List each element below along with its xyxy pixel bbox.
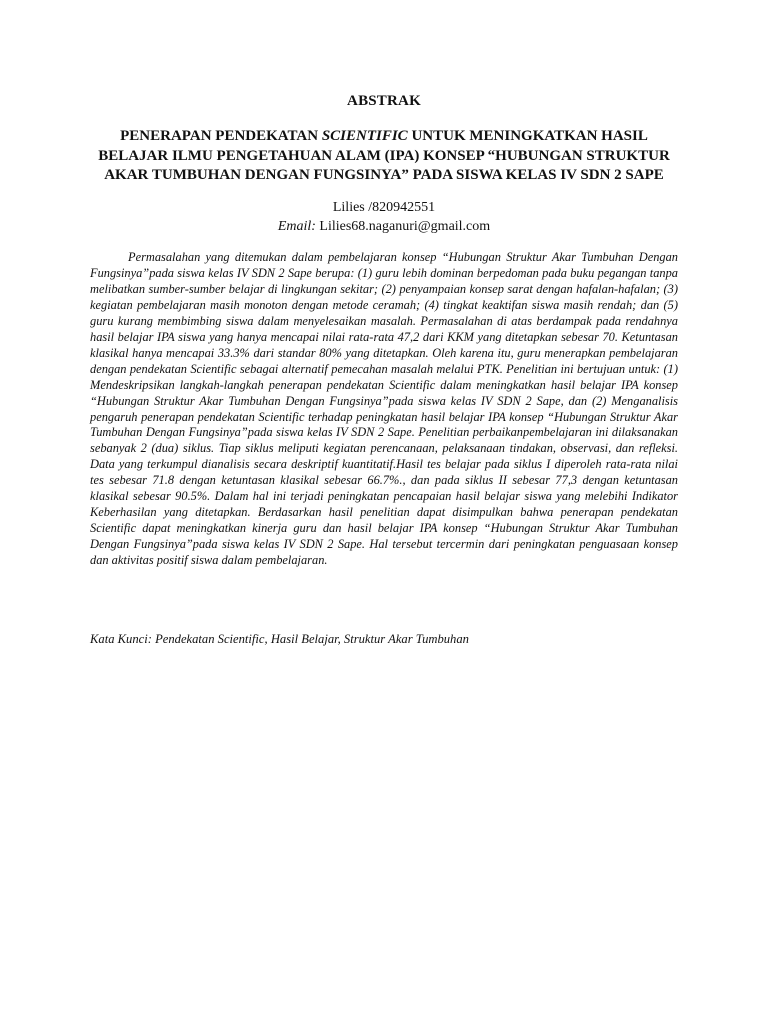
email-address: Lilies68.naganuri@gmail.com <box>315 219 491 234</box>
author-name: Lilies /820942551 <box>332 200 436 215</box>
abstract-heading: ABSTRAK <box>347 93 421 109</box>
title-part-2: UNTUK MENINGKATKAN HASIL BELAJAR ILMU PENGETAHUAN ALAM (IPA) KONSEP “HUBUNGAN STRUKTUR AKAR TUMBUHAN DENGAN FUNGSINYA” PADA SISWA KELAS IV SDN 2 SAPE <box>98 128 670 183</box>
paper-title <box>90 127 678 186</box>
author-block <box>0 198 768 236</box>
keywords: Kata Kunci: Pendekatan Scientific, Hasil Belajar, Struktur Akar Tumbuhan <box>90 632 469 646</box>
email-label: Email: <box>277 219 316 234</box>
title-part-1: PENERAPAN PENDEKATAN <box>120 128 322 144</box>
abstract-body: Permasalahan yang ditemukan dalam pembelajaran konsep “Hubungan Struktur Akar Tumbuhan Dengan Fungsinya”pada siswa kelas IV SDN 2 Sape berupa: (1) guru lebih dominan berpedoman pada buku pegangan tanpa melibatkan sumber-sumber belajar di lingkungan sekitar; (2) penyampaian konsep sarat dengan hafalan-hafalan; (3) kegiatan pembelajaran masih monoton dengan metode ceramah; (4) tingkat keaktifan siswa masih rendah; dan (5) guru kurang membimbing siswa dalam menyelesaikan masalah. Permasalahan di atas berdampak pada rendahnya hasil belajar IPA siswa yang hanya mencapai nilai rata-rata 47,2 dari KKM yang ditetapkan sebesar 70. Ketuntasan klasikal hanya mencapai 33.3% dari standar 80% yang ditetapkan. Oleh karena itu, guru menerapkan pembelajaran dengan pendekatan Scientific sebagai alternatif pemecahan masalah melalui PTK. Penelitian ini bertujuan untuk: (1) Mendeskripsikan langkah-langkah penerapan pendekatan Scientific dalam meningkatkan hasil belajar IPA konsep “Hubungan Struktur Akar Tumbuhan Dengan Fungsinya”pada siswa kelas IV SDN 2 Sape, dan (2) Menganalisis pengaruh penerapan pendekatan Scientific terhadap peningkatan hasil belajar IPA konsep “Hubungan Struktur Akar Tumbuhan Dengan Fungsinya”pada siswa kelas IV SDN 2 Sape. Penelitian perbaikanpembelajaran ini dilaksanakan sebanyak 2 (dua) siklus. Tiap siklus meliputi kegiatan perencanaan, pelaksanaan tindakan, observasi, dan refleksi. Data yang terkumpul dianalisis secara deskriptif kuantitatif.Hasil tes belajar pada siklus I diperoleh rata-rata nilai tes sebesar 71.8 dengan ketuntasan klasikal sebesar 66.7%., dan pada siklus II sebesar 77,3 dengan ketuntasan klasikal sebesar 90.5%. Dalam hal ini terjadi peningkatan pencapaian hasil belajar siswa yang melebihi Indikator Keberhasilan yang ditetapkan. Berdasarkan hasil penelitian dapat disimpulkan bahwa penerapan pendekatan Scientific dapat meningkatkan kinerja guru dan hasil belajar IPA konsep “Hubungan Struktur Akar Tumbuhan Dengan Fungsinya”pada siswa kelas IV SDN 2 Sape. Hal tersebut tercermin dari peningkatan penguasaan konsep dan aktivitas positif siswa dalam pembelajaran. <box>90 250 678 568</box>
title-italic-word: SCIENTIFIC <box>321 128 408 144</box>
author-email-line <box>0 217 768 236</box>
